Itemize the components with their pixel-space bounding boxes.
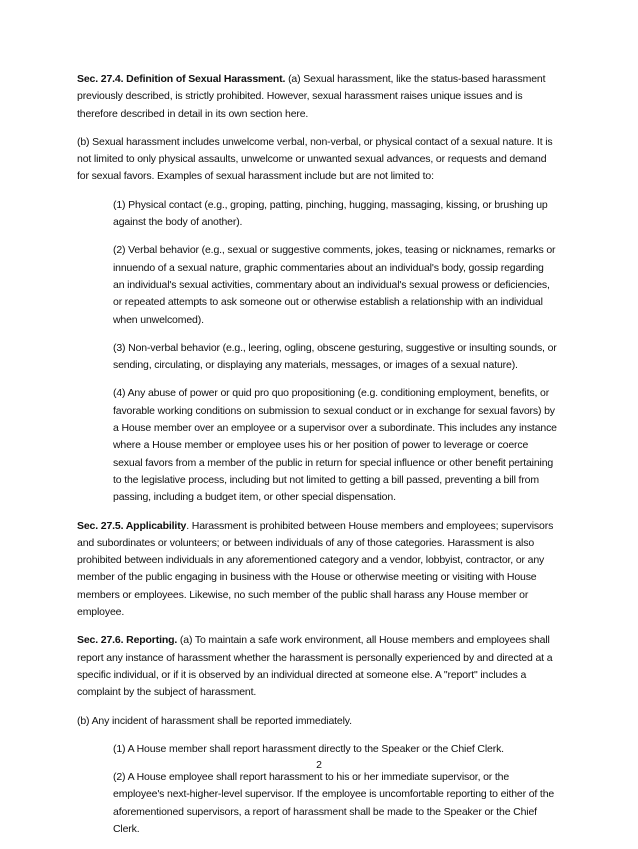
sec-27-6-heading: Sec. 27.6. Reporting. [77, 634, 178, 647]
sec-27-5-heading: Sec. 27.5. Applicability [77, 519, 187, 532]
sec-27-4-item-1: (1) Physical contact (e.g., groping, patting, pinching, hugging, massaging, kissing, or brushing up against the body of another). [113, 198, 548, 229]
sec-27-6-item-2: (2) A House employee shall report harassment to his or her immediate supervisor, or the employee's next-higher-level supervisor. If the employee is uncomfortable reporting to either of the aforementioned supervisors, a report of harassment shall be made to the Speaker or the Chief Clerk. [113, 771, 555, 835]
sec-27-4-a-text: (a) Sexual harassment, like the status-based harassment previously described, is strictly prohibited. However, sexual harassment raises unique issues and is therefore described in detail in its own section here. [77, 73, 546, 120]
sec-27-6-paragraph-b: (b) Any incident of harassment shall be reported immediately. [77, 714, 352, 727]
sec-27-4-item-3: (3) Non-verbal behavior (e.g., leering, ogling, obscene gesturing, suggestive or insulting sounds, or sending, circulating, or displaying any materials, messages, or images of a sexual nature). [113, 341, 557, 372]
sec-27-6-paragraph-a [77, 632, 557, 701]
page-number: 2 [316, 759, 322, 771]
sec-27-5-paragraph [77, 518, 557, 622]
sec-27-4-paragraph-a [77, 71, 557, 123]
document-body [77, 71, 557, 849]
sec-27-4-item-2: (2) Verbal behavior (e.g., sexual or suggestive comments, jokes, teasing or nicknames, remarks or innuendo of a sexual nature, graphic commentaries about an individual's body, gossip regarding an individual's sexual activities, commentary about an individual's sexual prowess or deficiencies, or repeated attempts to ask someone out or otherwise establish a relationship with an individual when unwelcomed). [113, 244, 556, 326]
sec-27-4-item-4: (4) Any abuse of power or quid pro quo propositioning (e.g. conditioning employment, benefits, or favorable working conditions on submission to sexual conduct or in exchange for sexual favors) by a House member over an employee or a supervisor over a subordinate. This includes any instance where a House member or employee uses his or her position of power to leverage or coerce sexual favors from a member of the public in return for special influence or other benefit pertaining to the legislative process, including but not limited to getting a bill passed, preventing a bill from passing, including a budget item, or other special dispensation. [113, 387, 557, 504]
sec-27-6-a-text: (a) To maintain a safe work environment, all House members and employees shall report any instance of harassment whether the harassment is personally experienced by and directed at a specific individual, or if it is observed by an individual directed at someone else. A "report" includes a complaint by the subject of harassment. [77, 634, 553, 699]
sec-27-5-text: . Harassment is prohibited between House members and employees; supervisors and subordinates or volunteers; or between individuals of any of those categories. Harassment is also prohibited between individuals in any aforementioned category and a vendor, lobbyist, contractor, or any member of the public engaging in business with the House or otherwise meeting or visiting with House members or employees. Likewise, no such member of the public shall harass any House member or employee. [77, 519, 554, 619]
sec-27-6-item-1: (1) A House member shall report harassment directly to the Speaker or the Chief Clerk. [113, 742, 504, 755]
sec-27-4-heading: Sec. 27.4. Definition of Sexual Harassment. [77, 73, 286, 85]
sec-27-4-paragraph-b: (b) Sexual harassment includes unwelcome verbal, non-verbal, or physical contact of a sexual nature. It is not limited to only physical assaults, unwelcome or unwanted sexual advances, or requests and demand for sexual favors. Examples of sexual harassment include but are not limited to: [77, 135, 553, 183]
